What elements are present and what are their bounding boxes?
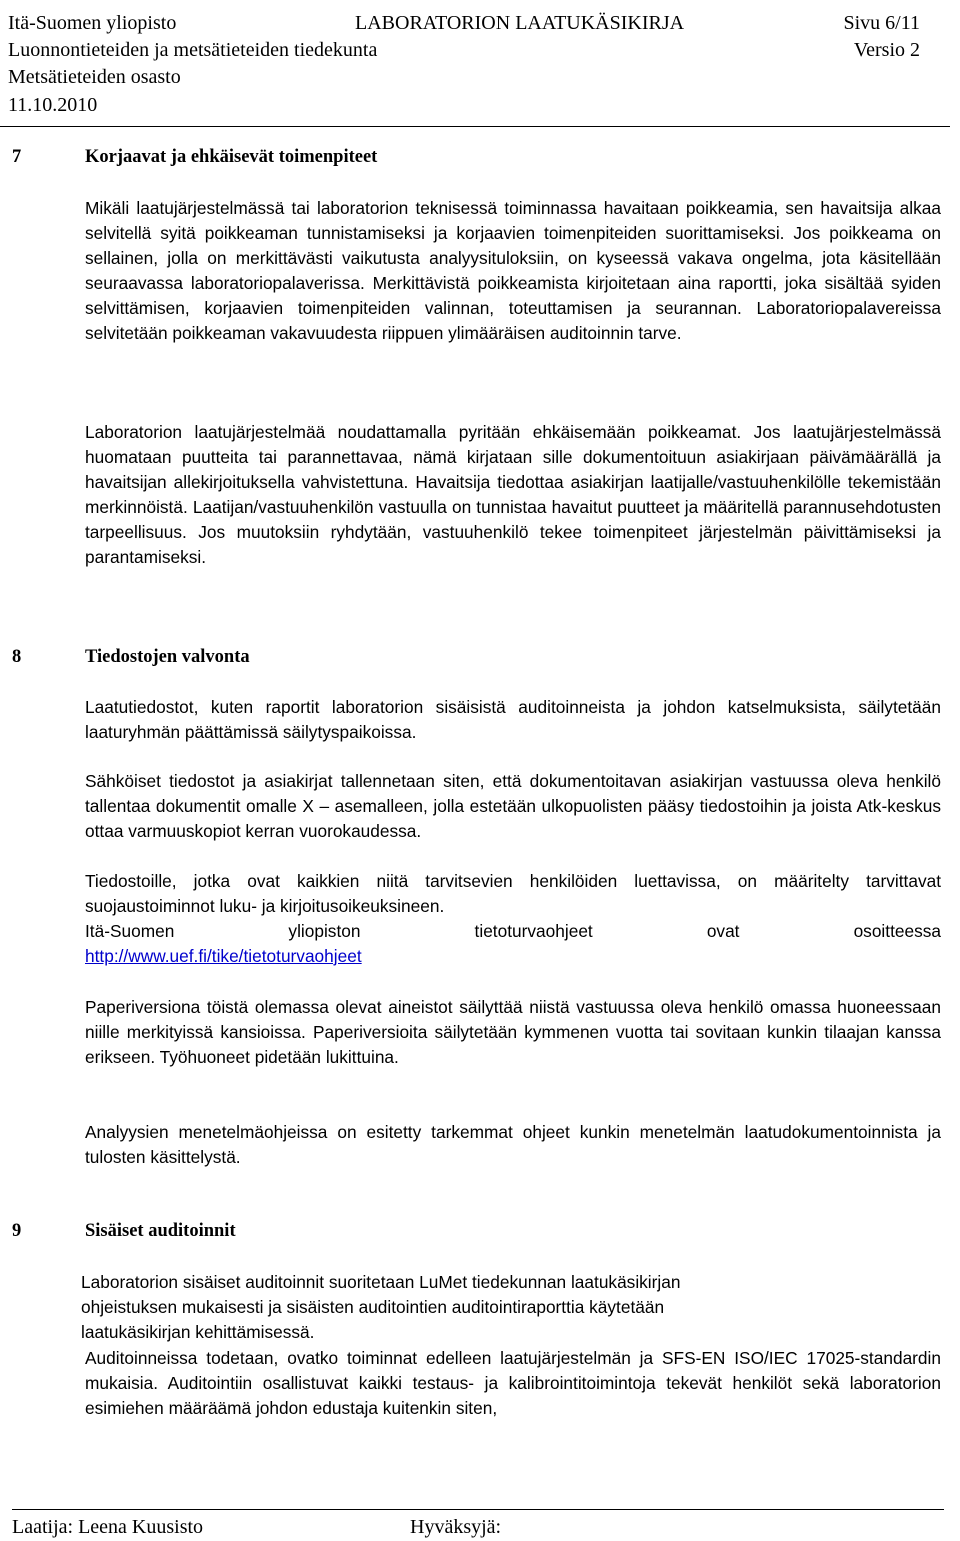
header-row-1 bbox=[8, 10, 920, 36]
page-header bbox=[0, 0, 950, 127]
footer-divider bbox=[12, 1509, 944, 1510]
section-9-line: Laboratorion sisäiset auditoinnit suoritetaan LuMet tiedekunnan laatukäsikirjan bbox=[81, 1272, 681, 1292]
document-title: LABORATORION LAATUKÄSIKIRJA bbox=[355, 12, 685, 34]
security-guidelines-link[interactable]: http://www.uef.fi/tike/tietoturvaohjeet bbox=[85, 946, 362, 966]
section-8-paragraph-1: Laatutiedostot, kuten raportit laboratorion sisäisistä auditoinneista ja johdon katselmuksista, säilytetään laaturyhmän päättämissä säilytyspaikoissa. bbox=[85, 697, 941, 742]
section-9-line: laatukäsikirjan kehittämisessä. bbox=[81, 1322, 315, 1342]
section-8-number: 8 bbox=[12, 647, 22, 667]
page-number: Sivu 6/11 bbox=[843, 12, 920, 34]
section-8-paragraph-3: Tiedostoille, jotka ovat kaikkien niitä tarvitsevien henkilöiden luettavissa, on määritelty tarvittavat suojaustoiminnot luku- ja kirjoitusoikeuksineen. bbox=[85, 871, 941, 916]
section-9-number: 9 bbox=[12, 1221, 22, 1241]
section-9-heading bbox=[12, 1219, 236, 1243]
header-row-3 bbox=[8, 64, 920, 90]
section-7-number: 7 bbox=[12, 147, 22, 167]
section-7-title: Korjaavat ja ehkäisevät toimenpiteet bbox=[85, 147, 378, 167]
department-name: Metsätieteiden osasto bbox=[8, 66, 181, 88]
author-label: Laatija: Leena Kuusisto bbox=[12, 1516, 204, 1538]
section-8-heading bbox=[12, 645, 250, 669]
header-row-2 bbox=[8, 37, 920, 63]
section-8-title: Tiedostojen valvonta bbox=[85, 647, 250, 667]
section-7-paragraph-1: Mikäli laatujärjestelmässä tai laboratorion teknisessä toiminnassa havaitaan poikkeamia, sen havaitsija alkaa selvitellä syitä poikkeaman tunnistamiseksi ja korjaavien toimenpiteiden suorittamiseksi. Jos poikkeama on sellainen, jolla on merkittävästi vaikutusta analyysituloksiin, on kyseessä vakava ongelma, jota käsitellään seuraavassa laboratoriopalaverissa. Merkittävistä poikkeamista kirjoitetaan aina raportti, joka sisältää syiden selvittämisen, korjaavien toimenpiteiden valinnan, toteuttamisen ja seurannan. Laboratoriopalavereissa selvitetään poikkeaman vakavuudesta riippuen ylimääräisen auditoinnin tarve. bbox=[85, 198, 941, 343]
section-8-paragraph-5: Paperiversiona töistä olemassa olevat aineistot säilyttää niistä vastuussa oleva henkilö omassa huoneessaan niille merkityissä kansioissa. Paperiversioita säilytetään kymmenen vuotta tai sovitaan kunkin tilaajan kanssa erikseen. Työhuoneet pidetään lukittuina. bbox=[85, 997, 941, 1067]
security-guidelines-link-line bbox=[85, 944, 941, 969]
section-8-paragraph-2: Sähköiset tiedostot ja asiakirjat tallennetaan siten, että dokumentoitavan asiakirjan vastuussa oleva henkilö tallentaa dokumentit omalle X – asemalleen, jolla estetään ulkopuolisten pääsy tiedostoihin ja joista Atk-keskus ottaa varmuuskopiot kerran vuorokaudessa. bbox=[85, 771, 941, 841]
university-name: Itä-Suomen yliopisto bbox=[8, 12, 177, 34]
section-9-title: Sisäiset auditoinnit bbox=[85, 1221, 236, 1241]
section-9-paragraph-2: Auditoinneissa todetaan, ovatko toiminnat edelleen laatujärjestelmän ja SFS-EN ISO/IEC 17025-standardin mukaisia. Auditointiin osallistuvat kaikki testaus- ja kalibrointitoimintoja tekevät henkilöt sekä laboratorion esimiehen määräämä johdon edustaja kuitenkin siten, bbox=[85, 1348, 941, 1418]
section-7-heading bbox=[12, 145, 377, 169]
section-8-paragraph-4: Itä-Suomen yliopiston tietoturvaohjeet ovat osoitteessa bbox=[85, 921, 941, 941]
section-8-paragraph-6: Analyysien menetelmäohjeissa on esitetty tarkemmat ohjeet kunkin menetelmän laatudokumentoinnista ja tulosten käsittelystä. bbox=[85, 1122, 941, 1167]
section-9-paragraph-1 bbox=[81, 1270, 941, 1345]
approver-label: Hyväksyjä: bbox=[410, 1516, 502, 1538]
section-9-line: ohjeistuksen mukaisesti ja sisäisten auditointien auditointiraporttia käytetään bbox=[81, 1297, 665, 1317]
version-label: Versio 2 bbox=[853, 39, 920, 61]
page-footer bbox=[12, 1514, 944, 1540]
faculty-name: Luonnontieteiden ja metsätieteiden tiedekunta bbox=[8, 39, 378, 61]
document-date: 11.10.2010 bbox=[8, 94, 98, 116]
section-7-paragraph-2: Laboratorion laatujärjestelmää noudattamalla pyritään ehkäisemään poikkeamat. Jos laatujärjestelmässä huomataan puutteita tai parannettavaa, nämä kirjataan sille dokumentoituun asiakirjaan päivämäärällä ja havaitsijan allekirjoituksella vahvistettuna. Havaitsija tiedottaa asiakirjan laatijalle/vastuuhenkilölle tekemistään merkinnöistä. Laatijan/vastuuhenkilön vastuulla on tunnistaa havaitut puutteet ja määritellä parannusehdotusten tarpeellisuus. Jos muutoksiin ryhdytään, vastuuhenkilö tekee toimenpiteet järjestelmän päivittämiseksi ja parantamiseksi. bbox=[85, 422, 941, 567]
